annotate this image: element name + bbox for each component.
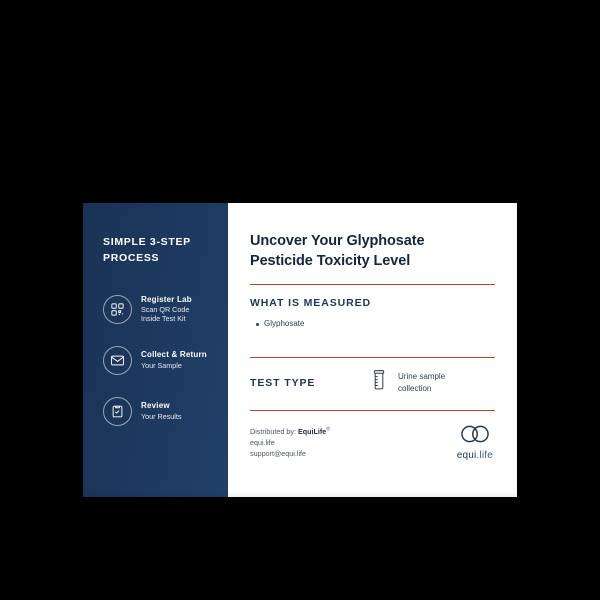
process-step-subline-1: Scan QR Code bbox=[141, 304, 190, 314]
logo-wordmark-bold: equi bbox=[456, 450, 477, 462]
product-headline-line-2: Pesticide Toxicity Level bbox=[250, 252, 411, 269]
process-step-collect-return bbox=[103, 346, 212, 375]
logo-wordmark-light: .life bbox=[476, 450, 493, 462]
test-type-desc-line-1: Urine sample bbox=[398, 372, 446, 382]
process-step-subline-1: Your Results bbox=[141, 411, 182, 421]
qr-scan-icon bbox=[103, 295, 132, 324]
distributed-by-label: Distributed by: bbox=[250, 426, 296, 436]
process-step-register bbox=[103, 295, 212, 324]
process-panel-title: SIMPLE 3-STEP PROCESS bbox=[103, 236, 191, 264]
product-box bbox=[83, 203, 517, 497]
product-info-panel bbox=[228, 203, 517, 497]
product-headline-line-1: Uncover Your Glyphosate bbox=[250, 233, 425, 249]
test-type-desc-line-2: collection bbox=[398, 383, 432, 393]
distributor-info bbox=[250, 426, 330, 459]
process-step-review bbox=[103, 397, 212, 426]
test-type-section bbox=[250, 369, 495, 396]
specimen-container-icon bbox=[370, 369, 388, 396]
two-overlapping-circles-icon bbox=[457, 424, 493, 449]
logo-wordmark bbox=[457, 450, 493, 461]
measured-analytes-list bbox=[250, 318, 495, 330]
process-panel bbox=[83, 203, 228, 497]
distributed-by-brand: EquiLife bbox=[297, 426, 327, 436]
list-item: Glyphosate bbox=[264, 318, 495, 330]
product-headline bbox=[250, 232, 495, 271]
registered-trademark-icon: ® bbox=[326, 426, 330, 433]
product-footer bbox=[250, 424, 495, 462]
divider-rule-top bbox=[250, 284, 495, 285]
envelope-icon bbox=[103, 346, 132, 375]
distributed-by-line bbox=[250, 426, 330, 437]
process-step-subline-2: Inside Test Kit bbox=[141, 314, 186, 324]
website-text: equi.life bbox=[250, 437, 275, 447]
process-step-subline-1: Your Sample bbox=[141, 360, 182, 370]
process-step-title: Collect & Return bbox=[141, 350, 207, 360]
test-type-description bbox=[398, 371, 445, 394]
support-email-text: support@equi.life bbox=[250, 448, 307, 458]
divider-rule-middle bbox=[250, 357, 495, 358]
process-step-title: Review bbox=[141, 401, 170, 411]
test-type-title: TEST TYPE bbox=[250, 376, 316, 389]
divider-rule-bottom bbox=[250, 410, 495, 411]
what-is-measured-title: WHAT IS MEASURED bbox=[250, 297, 371, 310]
clipboard-check-icon bbox=[103, 397, 132, 426]
equilife-logo bbox=[457, 424, 493, 461]
process-step-title: Register Lab bbox=[141, 294, 192, 304]
